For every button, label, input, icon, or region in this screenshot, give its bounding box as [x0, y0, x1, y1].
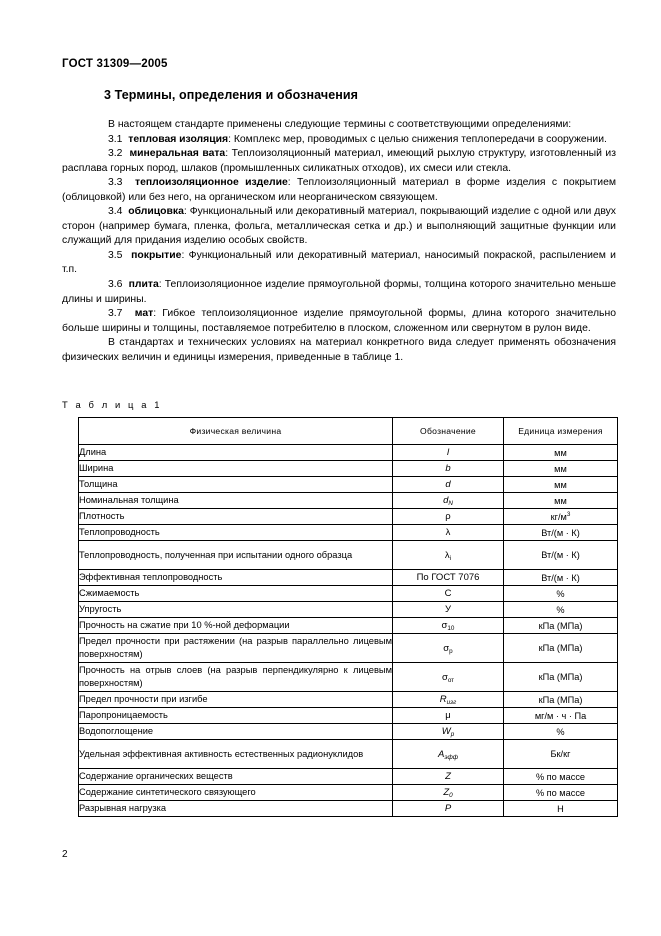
table-row: [79, 445, 618, 461]
unit-superscript: 3: [566, 510, 571, 518]
unit-base: мм: [554, 447, 567, 458]
section-heading: 3 Термины, определения и обозначения: [104, 88, 359, 102]
cell-unit: [504, 634, 618, 663]
table-row: [79, 570, 618, 586]
table-container: [78, 417, 617, 817]
cell-symbol: [393, 493, 504, 509]
cell-symbol: [393, 445, 504, 461]
unit-base: кПа (МПа): [538, 672, 583, 682]
unit-base: Бк/кг: [550, 749, 571, 759]
definition-separator: :: [228, 133, 231, 145]
cell-unit: [504, 740, 618, 769]
cell-symbol: [393, 801, 504, 817]
cell-symbol: [393, 509, 504, 525]
cell-symbol: [393, 586, 504, 602]
table-row: [79, 477, 618, 493]
cell-quantity-name: Прочность на сжатие при 10 %-ной деформации: [79, 618, 393, 634]
definition-separator: :: [183, 206, 187, 218]
unit-base: %: [556, 604, 565, 615]
unit-base: Н: [557, 803, 564, 814]
symbol-base: По ГОСТ 7076: [416, 572, 480, 583]
cell-symbol: [393, 541, 504, 570]
symbol-base: l: [446, 447, 450, 458]
definition-separator: :: [225, 148, 229, 160]
table-row: [79, 785, 618, 801]
symbol-base: Z: [443, 787, 450, 798]
physical-quantities-table: [78, 417, 618, 817]
definition-number: 3.1: [108, 133, 123, 145]
cell-quantity-name: Плотность: [79, 509, 393, 525]
cell-quantity-name: Удельная эффективная активность естественных радионуклидов: [79, 740, 393, 769]
cell-unit: [504, 586, 618, 602]
symbol-subscript: от: [447, 676, 455, 684]
symbol-subscript: эфф: [444, 753, 458, 761]
cell-unit: [504, 801, 618, 817]
table-row: [79, 541, 618, 570]
definition-number: 3.2: [108, 148, 123, 160]
cell-quantity-name: Разрывная нагрузка: [79, 801, 393, 817]
table-row: [79, 509, 618, 525]
cell-symbol: [393, 740, 504, 769]
definition-text: Теплоизоляционный материал в форме изделия с покрытием (облицовкой) или без него, на органическом или неорганическом связующем.: [62, 177, 616, 203]
cell-quantity-name: Прочность на отрыв слоев (на разрыв перпендикулярно к лицевым поверхностям): [79, 663, 393, 692]
cell-symbol: [393, 477, 504, 493]
definition-list: [62, 133, 616, 337]
cell-symbol: [393, 634, 504, 663]
cell-quantity-name: Паропроницаемость: [79, 708, 393, 724]
cell-unit: [504, 445, 618, 461]
unit-base: Вт/(м · К): [541, 572, 580, 583]
cell-quantity-name: Упругость: [79, 602, 393, 618]
page-number: 2: [62, 849, 68, 860]
table-row: [79, 618, 618, 634]
unit-base: Вт/(м · К): [541, 527, 580, 538]
cell-quantity-name: Длина: [79, 445, 393, 461]
definition-number: 3.4: [108, 206, 123, 218]
symbol-base: С: [444, 588, 452, 599]
cell-unit: [504, 570, 618, 586]
symbol-base: λ: [444, 549, 450, 561]
symbol-subscript: p: [450, 731, 455, 739]
symbol-subscript: 0: [449, 792, 453, 800]
unit-base: % по массе: [535, 787, 586, 798]
cell-unit: [504, 663, 618, 692]
definition-number: 3.3: [108, 177, 123, 189]
definition-term: теплоизоляционное изделие: [135, 177, 288, 189]
definition-term: тепловая изоляция: [128, 133, 229, 145]
definition-paragraph: [62, 278, 616, 307]
definition-text: Функциональный или декоративный материал, наносимый покраской, распылением и т.п.: [62, 249, 616, 276]
definition-text: Теплоизоляционный материал, имеющий рыхлую структуру, изготовленный из расплава горных пород, шлаков (промышленных силикатных отходов), их смеси или стекла.: [62, 148, 616, 174]
symbol-base: b: [445, 463, 451, 474]
table-row: [79, 708, 618, 724]
table-header-row: [79, 418, 618, 445]
symbol-base: d: [445, 479, 451, 490]
cell-symbol: [393, 461, 504, 477]
definition-paragraph: [62, 133, 616, 148]
definition-text: Теплоизоляционное изделие прямоугольной формы, толщина которого значительно меньше длины и ширины.: [62, 279, 616, 305]
definition-number: 3.7: [108, 308, 123, 320]
definition-paragraph: [62, 307, 616, 336]
definition-separator: :: [153, 308, 157, 320]
definition-term: мат: [134, 308, 154, 320]
symbol-base: R: [439, 694, 447, 705]
cell-unit: [504, 618, 618, 634]
symbol-subscript: i: [449, 554, 452, 562]
column-header-quantity: Физическая величина: [79, 418, 393, 445]
definition-number: 3.6: [108, 279, 123, 291]
table-caption: Т а б л и ц а 1: [62, 399, 163, 410]
table-row: [79, 634, 618, 663]
cell-unit: [504, 785, 618, 801]
symbol-base: σ: [441, 620, 448, 631]
symbol-subscript: изг: [446, 699, 457, 707]
unit-base: кПа (МПа): [538, 620, 583, 631]
symbol-base: W: [441, 726, 451, 737]
unit-base: кПа (МПа): [538, 643, 583, 653]
table-row: [79, 493, 618, 509]
cell-symbol: [393, 618, 504, 634]
cell-unit: [504, 493, 618, 509]
cell-unit: [504, 477, 618, 493]
unit-base: кПа (МПа): [538, 694, 583, 705]
cell-unit: [504, 724, 618, 740]
cell-quantity-name: Сжимаемость: [79, 586, 393, 602]
definition-text: Функциональный или декоративный материал, покрывающий изделие с одной или двух сторон (например бумага, пленка, фольга, металлическая сетка и др.) и выполняющий защитные функции или служащий для придания изделию особых свойств.: [62, 206, 616, 247]
symbol-base: A: [438, 748, 445, 760]
symbol-base: σ: [441, 671, 448, 683]
table-row: [79, 740, 618, 769]
symbol-base: У: [444, 604, 452, 615]
cell-quantity-name: Теплопроводность: [79, 525, 393, 541]
intro-paragraph: В настоящем стандарте применены следующие термины с соответствующими определениями:: [108, 119, 572, 130]
table-row: [79, 801, 618, 817]
definition-paragraph: [62, 176, 616, 205]
table-row: [79, 692, 618, 708]
definition-term: минеральная вата: [129, 148, 226, 160]
definition-separator: :: [287, 177, 291, 189]
definition-paragraph: [62, 249, 616, 278]
running-header-standard-id: ГОСТ 31309—2005: [62, 58, 168, 70]
table-row: [79, 724, 618, 740]
definition-term: покрытие: [131, 249, 182, 261]
definition-separator: :: [158, 279, 162, 291]
cell-symbol: [393, 570, 504, 586]
cell-quantity-name: Содержание органических веществ: [79, 769, 393, 785]
cell-unit: [504, 708, 618, 724]
unit-base: кг/м: [550, 511, 567, 522]
definition-text: Комплекс мер, проводимых с целью снижения теплопередачи в сооружении.: [233, 133, 607, 145]
definition-text: Гибкое теплоизоляционное изделие прямоугольной формы, длина которого значительно больше ширины и толщины, поставляемое потребителю в плоском, сложенном или свернутом в рулон виде.: [62, 308, 616, 334]
table-row: [79, 602, 618, 618]
cell-quantity-name: Теплопроводность, полученная при испытании одного образца: [79, 541, 393, 570]
cell-quantity-name: Предел прочности при изгибе: [79, 692, 393, 708]
definition-term: плита: [128, 279, 159, 291]
table-row: [79, 525, 618, 541]
cell-symbol: [393, 602, 504, 618]
unit-base: % по массе: [535, 771, 586, 782]
cell-quantity-name: Ширина: [79, 461, 393, 477]
symbol-subscript: N: [448, 500, 453, 508]
cell-quantity-name: Эффективная теплопроводность: [79, 570, 393, 586]
cell-symbol: [393, 692, 504, 708]
closing-paragraph: В стандартах и технических условиях на материал конкретного вида следует применять обозначения физических величин и единицы измерения, приведенные в таблице 1.: [62, 337, 616, 363]
table-row: [79, 663, 618, 692]
cell-quantity-name: Содержание синтетического связующего: [79, 785, 393, 801]
cell-symbol: [393, 663, 504, 692]
definition-number: 3.5: [108, 249, 123, 261]
cell-quantity-name: Толщина: [79, 477, 393, 493]
symbol-base: Z: [445, 771, 451, 782]
symbol-subscript: 10: [447, 625, 455, 633]
table-row: [79, 769, 618, 785]
unit-base: Вт/(м · К): [541, 550, 580, 560]
unit-base: мм: [554, 463, 567, 474]
cell-quantity-name: Предел прочности при растяжении (на разрыв параллельно лицевым поверхностям): [79, 634, 393, 663]
symbol-base: μ: [445, 710, 451, 721]
cell-unit: [504, 602, 618, 618]
cell-unit: [504, 769, 618, 785]
symbol-base: σ: [443, 642, 450, 654]
unit-base: мг/м · ч · Па: [534, 710, 587, 721]
cell-unit: [504, 525, 618, 541]
cell-unit: [504, 461, 618, 477]
cell-unit: [504, 509, 618, 525]
symbol-base: P: [444, 803, 452, 814]
cell-symbol: [393, 724, 504, 740]
column-header-symbol: Обозначение: [393, 418, 504, 445]
unit-base: мм: [554, 495, 567, 506]
symbol-base: ρ: [445, 511, 451, 522]
cell-symbol: [393, 525, 504, 541]
unit-base: %: [556, 588, 565, 599]
unit-base: %: [556, 726, 565, 737]
symbol-subscript: p: [449, 647, 453, 655]
symbol-base: λ: [445, 527, 451, 538]
table-body: [79, 445, 618, 817]
column-header-unit: Единица измерения: [504, 418, 618, 445]
table-row: [79, 586, 618, 602]
cell-quantity-name: Водопоглощение: [79, 724, 393, 740]
definition-separator: :: [181, 249, 185, 261]
symbol-base: d: [443, 495, 449, 506]
table-row: [79, 461, 618, 477]
definition-paragraph: [62, 147, 616, 176]
definitions-body: [62, 118, 616, 365]
definition-term: облицовка: [128, 206, 184, 218]
cell-quantity-name: Номинальная толщина: [79, 493, 393, 509]
cell-symbol: [393, 769, 504, 785]
cell-symbol: [393, 785, 504, 801]
cell-unit: [504, 541, 618, 570]
unit-base: мм: [554, 479, 567, 490]
cell-symbol: [393, 708, 504, 724]
cell-unit: [504, 692, 618, 708]
definition-paragraph: [62, 205, 616, 249]
